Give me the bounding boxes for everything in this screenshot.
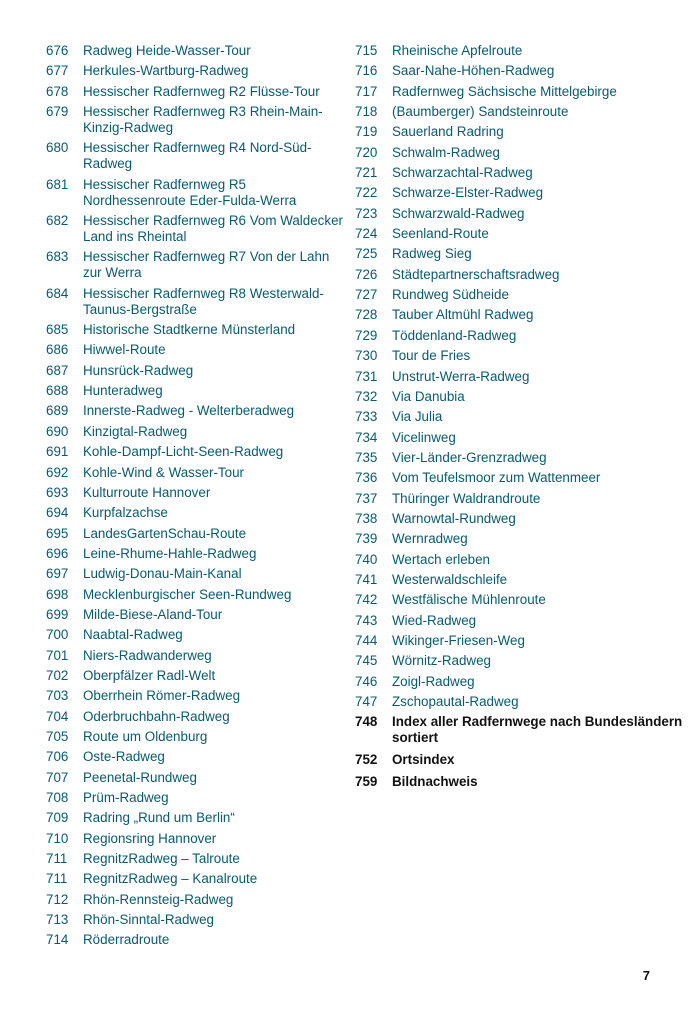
entry-page-number: 695 [46, 525, 69, 541]
entry-title: Peenetal-Rundweg [83, 769, 197, 785]
entry-title: RegnitzRadweg – Talroute [83, 851, 240, 867]
entry-title: Via Julia [392, 409, 443, 425]
toc-entry [355, 674, 685, 690]
toc-entry [355, 389, 685, 405]
entry-title: Wörnitz-Radweg [392, 653, 491, 669]
entry-page-number: 700 [46, 627, 69, 643]
entry-page-number: 702 [46, 667, 69, 683]
entry-page-number: 684 [46, 285, 69, 301]
entry-page-number: 729 [355, 327, 378, 343]
entry-page-number: 738 [355, 510, 378, 526]
entry-page-number: 698 [46, 586, 69, 602]
toc-entry [355, 369, 685, 385]
entry-page-number: 687 [46, 362, 69, 378]
toc-entry [355, 470, 685, 486]
entry-title: Röderradroute [83, 932, 170, 948]
toc-left-column [46, 43, 346, 953]
toc-entry [46, 383, 346, 399]
entry-title: Oberrhein Römer-Radweg [83, 688, 241, 704]
entry-page-number: 709 [46, 810, 69, 826]
entry-title: Ludwig-Donau-Main-Kanal [83, 566, 242, 582]
entry-title: Hunsrück-Radweg [83, 362, 194, 378]
entry-page-number: 680 [46, 140, 69, 156]
toc-entry [355, 348, 685, 364]
entry-page-number: 741 [355, 571, 378, 587]
entry-title: Rhön-Sinntal-Radweg [83, 912, 215, 928]
toc-entry [355, 491, 685, 507]
entry-title: Hessischer Radfernweg R5 Nordhessenroute Eder-Fulda-Werra [83, 176, 297, 208]
entry-page-number: 732 [355, 388, 378, 404]
entry-page-number: 759 [355, 774, 378, 790]
entry-title: Rhön-Rennsteig-Radweg [83, 891, 234, 907]
toc-entry [46, 831, 346, 847]
entry-title: Leine-Rhume-Hahle-Radweg [83, 545, 257, 561]
entry-page-number: 681 [46, 176, 69, 192]
entry-page-number: 678 [46, 83, 69, 99]
entry-page-number: 716 [355, 63, 378, 79]
toc-entry [46, 43, 346, 59]
entry-title: Hunteradweg [83, 383, 163, 399]
entry-page-number: 703 [46, 688, 69, 704]
entry-title: Tour de Fries [392, 348, 471, 364]
entry-title: Kohle-Wind & Wasser-Tour [83, 464, 244, 480]
entry-title: Mecklenburgischer Seen-Rundweg [83, 586, 292, 602]
entry-page-number: 746 [355, 673, 378, 689]
entry-page-number: 721 [355, 165, 378, 181]
entry-title: Zschopautal-Radweg [392, 694, 519, 709]
toc-entry [46, 342, 346, 358]
entry-page-number: 711 [46, 871, 68, 887]
entry-page-number: 704 [46, 708, 69, 724]
entry-title: Hessischer Radfernweg R8 Westerwald-Taunus-Bergstraße [83, 285, 324, 317]
entry-title: Schwarze-Elster-Radweg [392, 185, 544, 201]
entry-page-number: 752 [355, 752, 378, 768]
entry-title: Ortsindex [392, 752, 455, 768]
entry-title: Seenland-Route [392, 226, 489, 242]
entry-page-number: 726 [355, 266, 378, 282]
entry-title: Via Danubia [392, 388, 465, 404]
entry-title: Westerwaldschleife [392, 571, 508, 587]
entry-title: LandesGartenSchau-Route [83, 525, 247, 541]
entry-page-number: 747 [355, 694, 378, 709]
toc-entry [46, 709, 346, 725]
toc-entry [46, 424, 346, 440]
entry-page-number: 717 [355, 83, 378, 99]
entry-page-number: 744 [355, 632, 378, 648]
toc-entry [355, 694, 685, 710]
entry-title: Innerste-Radweg - Welterberadweg [83, 403, 295, 419]
entry-page-number: 697 [46, 566, 69, 582]
entry-title: Milde-Biese-Aland-Tour [83, 606, 223, 622]
entry-page-number: 742 [355, 592, 378, 608]
entry-title: Hessischer Radfernweg R4 Nord-Süd-Radweg [83, 140, 312, 172]
entry-page-number: 712 [46, 891, 69, 907]
toc-entry [355, 552, 685, 568]
entry-title: Städtepartnerschaftsradweg [392, 266, 560, 282]
toc-entry [355, 206, 685, 222]
entry-title: Unstrut-Werra-Radweg [392, 368, 530, 384]
entry-title: Tauber Altmühl Radweg [392, 307, 534, 323]
entry-page-number: 683 [46, 249, 69, 265]
entry-title: Westfälische Mühlenroute [392, 592, 546, 608]
toc-entry [46, 770, 346, 786]
entry-page-number: 707 [46, 769, 69, 785]
entry-page-number: 714 [46, 932, 69, 948]
entry-title: Hessischer Radfernweg R2 Flüsse-Tour [83, 83, 320, 99]
toc-entry [46, 485, 346, 501]
entry-page-number: 677 [46, 63, 69, 79]
toc-entry [46, 363, 346, 379]
entry-page-number: 676 [46, 43, 69, 58]
toc-entry [355, 307, 685, 323]
entry-title: Zoigl-Radweg [392, 673, 475, 689]
entry-title: Warnowtal-Rundweg [392, 510, 516, 526]
toc-entry [355, 246, 685, 262]
toc-entry [46, 566, 346, 582]
entry-page-number: 685 [46, 322, 69, 338]
entry-page-number: 736 [355, 470, 378, 486]
entry-page-number: 701 [46, 647, 69, 663]
entry-page-number: 718 [355, 104, 378, 120]
toc-entry [355, 185, 685, 201]
toc-entry [355, 531, 685, 547]
entry-title: Wied-Radweg [392, 612, 477, 628]
entry-title: Oberpfälzer Radl-Welt [83, 667, 216, 683]
toc-entry [355, 165, 685, 181]
entry-title: Radfernweg Sächsische Mittelgebirge [392, 83, 617, 99]
entry-title: Wikinger-Friesen-Weg [392, 632, 525, 648]
toc-entry [355, 267, 685, 283]
entry-page-number: 745 [355, 653, 378, 669]
entry-title: Index aller Radfernwege nach Bundesländern sortiert [392, 714, 683, 746]
entry-title: Radweg Heide-Wasser-Tour [83, 43, 251, 58]
toc-entry [355, 287, 685, 303]
entry-title: Vom Teufelsmoor zum Wattenmeer [392, 470, 601, 486]
entry-page-number: 699 [46, 606, 69, 622]
entry-page-number: 686 [46, 342, 69, 358]
toc-entry [46, 587, 346, 603]
toc-entry [355, 450, 685, 466]
entry-title: Niers-Radwanderweg [83, 647, 212, 663]
entry-page-number: 723 [355, 205, 378, 221]
entry-page-number: 694 [46, 505, 69, 521]
entry-title: (Baumberger) Sandsteinroute [392, 104, 569, 120]
entry-title: Route um Oldenburg [83, 728, 208, 744]
toc-right-column [355, 43, 685, 796]
toc-entry [46, 932, 346, 948]
entry-page-number: 735 [355, 449, 378, 465]
entry-title: Historische Stadtkerne Münsterland [83, 322, 296, 338]
entry-page-number: 691 [46, 444, 69, 460]
toc-entry [46, 140, 346, 172]
toc-entry [355, 511, 685, 527]
toc-entry [355, 84, 685, 100]
entry-page-number: 719 [355, 124, 378, 140]
entry-title: Saar-Nahe-Höhen-Radweg [392, 63, 555, 79]
toc-entry [46, 668, 346, 684]
toc-entry [355, 124, 685, 140]
toc-entry [46, 249, 346, 281]
toc-entry [355, 633, 685, 649]
entry-title: Hessischer Radfernweg R6 Vom Waldecker Land ins Rheintal [83, 213, 343, 245]
toc-entry [46, 84, 346, 100]
entry-title: Schwarzachtal-Radweg [392, 165, 533, 181]
entry-page-number: 720 [355, 144, 378, 160]
toc-entry [46, 688, 346, 704]
entry-title: Rheinische Apfelroute [392, 43, 523, 58]
entry-title: Vicelinweg [392, 429, 456, 445]
toc-entry [46, 729, 346, 745]
entry-page-number: 725 [355, 246, 378, 262]
toc-entry [355, 613, 685, 629]
toc-entry [46, 607, 346, 623]
entry-title: Hessischer Radfernweg R3 Rhein-Main-Kinzig-Radweg [83, 104, 323, 136]
entry-page-number: 708 [46, 790, 69, 805]
toc-entry [46, 403, 346, 419]
toc-entry [46, 892, 346, 908]
toc-entry [355, 409, 685, 425]
toc-entry [355, 43, 685, 59]
entry-title: Hiwwel-Route [83, 342, 166, 358]
toc-entry [46, 790, 346, 806]
entry-page-number: 689 [46, 403, 69, 419]
index-entry [355, 774, 685, 790]
entry-title: Naabtal-Radweg [83, 627, 183, 643]
toc-entry [46, 871, 346, 887]
entry-title: Oste-Radweg [83, 749, 165, 765]
entry-page-number: 737 [355, 490, 378, 506]
entry-title: Kulturroute Hannover [83, 484, 211, 500]
toc-entry [355, 592, 685, 608]
entry-page-number: 740 [355, 551, 378, 567]
entry-title: Radring „Rund um Berlin“ [83, 810, 235, 826]
entry-page-number: 711 [46, 851, 68, 867]
entry-title: RegnitzRadweg – Kanalroute [83, 871, 258, 887]
toc-entry [355, 226, 685, 242]
toc-entry [355, 430, 685, 446]
entry-title: Hessischer Radfernweg R7 Von der Lahn zur Werra [83, 249, 330, 281]
toc-entry [355, 145, 685, 161]
toc-entry [46, 526, 346, 542]
toc-entry [355, 653, 685, 669]
entry-page-number: 688 [46, 383, 69, 399]
entry-page-number: 730 [355, 348, 378, 364]
entry-page-number: 733 [355, 409, 378, 425]
entry-title: Sauerland Radring [392, 124, 504, 140]
entry-page-number: 743 [355, 612, 378, 628]
toc-entry [46, 810, 346, 826]
entry-title: Bildnachweis [392, 774, 478, 790]
toc-entry [46, 63, 346, 79]
entry-title: Vier-Länder-Grenzradweg [392, 449, 547, 465]
entry-page-number: 690 [46, 423, 69, 439]
toc-entry [355, 104, 685, 120]
entry-page-number: 748 [355, 714, 378, 730]
entry-page-number: 722 [355, 185, 378, 201]
entry-page-number: 724 [355, 226, 378, 242]
entry-page-number: 705 [46, 728, 69, 744]
entry-title: Schwalm-Radweg [392, 144, 500, 160]
entry-page-number: 731 [355, 368, 378, 384]
entry-title: Kinzigtal-Radweg [83, 423, 188, 439]
entry-title: Rundweg Südheide [392, 287, 509, 303]
entry-title: Kohle-Dampf-Licht-Seen-Radweg [83, 444, 284, 460]
entry-page-number: 710 [46, 830, 69, 846]
entry-page-number: 696 [46, 545, 69, 561]
entry-title: Radweg Sieg [392, 246, 472, 262]
entry-title: Schwarzwald-Radweg [392, 205, 525, 221]
entry-page-number: 682 [46, 213, 69, 229]
index-entry [355, 752, 685, 768]
toc-entry [46, 286, 346, 318]
toc-entry [46, 505, 346, 521]
entry-title: Thüringer Waldrandroute [392, 490, 541, 506]
entry-page-number: 727 [355, 287, 378, 303]
toc-entry [355, 572, 685, 588]
toc-entry [355, 63, 685, 79]
entry-title: Herkules-Wartburg-Radweg [83, 63, 249, 79]
toc-entry [46, 648, 346, 664]
entry-page-number: 693 [46, 484, 69, 500]
entry-page-number: 728 [355, 307, 378, 323]
toc-entry [355, 328, 685, 344]
entry-title: Wernradweg [392, 531, 468, 547]
entry-title: Töddenland-Radweg [392, 327, 517, 343]
entry-page-number: 713 [46, 912, 69, 928]
toc-entry [46, 546, 346, 562]
entry-page-number: 739 [355, 531, 378, 547]
entry-title: Oderbruchbahn-Radweg [83, 708, 230, 724]
page-number: 7 [642, 968, 650, 983]
toc-entry [46, 104, 346, 136]
entry-page-number: 706 [46, 749, 69, 765]
toc-entry [46, 213, 346, 245]
toc-entry [46, 444, 346, 460]
entry-title: Prüm-Radweg [83, 790, 169, 805]
index-entry [355, 714, 685, 746]
toc-entry [46, 851, 346, 867]
entry-page-number: 692 [46, 464, 69, 480]
entry-page-number: 679 [46, 104, 69, 120]
toc-entry [46, 322, 346, 338]
entry-title: Kurpfalzachse [83, 505, 168, 521]
toc-entry [46, 177, 346, 209]
toc-entry [46, 912, 346, 928]
entry-title: Regionsring Hannover [83, 830, 217, 846]
toc-entry [46, 627, 346, 643]
entry-page-number: 715 [355, 43, 378, 58]
toc-entry [46, 749, 346, 765]
toc-entry [46, 465, 346, 481]
entry-title: Wertach erleben [392, 551, 491, 567]
entry-page-number: 734 [355, 429, 378, 445]
